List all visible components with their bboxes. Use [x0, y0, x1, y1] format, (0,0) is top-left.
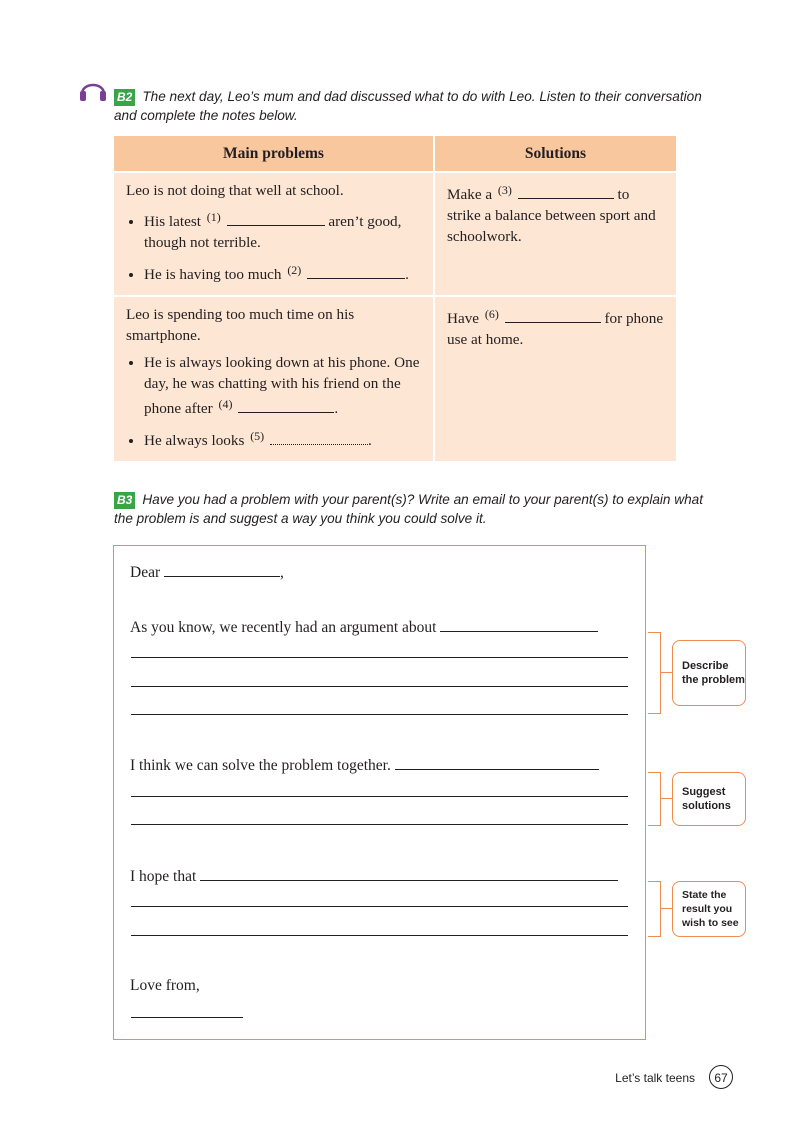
- b3-badge: B3: [114, 492, 135, 509]
- bracket-suggest: [648, 772, 661, 826]
- signature-line[interactable]: [131, 1017, 243, 1018]
- list-item: • He always looks $^{(5)}$ .: [144, 426, 421, 451]
- argument-line: As you know, we recently had an argument about: [130, 617, 598, 637]
- page-number: 67: [709, 1065, 733, 1089]
- blank-5[interactable]: [270, 430, 368, 445]
- signoff: Love from,: [130, 977, 200, 994]
- list-item: • He is having too much $^{(2)}$ .: [144, 260, 421, 285]
- writing-line[interactable]: [131, 824, 628, 825]
- writing-line[interactable]: [131, 906, 628, 907]
- bracket-connector: [661, 672, 672, 673]
- bracket-connector: [661, 908, 672, 909]
- writing-blank[interactable]: [395, 755, 599, 770]
- problem-cell-school: Leo is not doing that well at school. • His latest $^{(1)}$ aren’t good, though not terrible. • He is having too much $^{(2)}$ .: [114, 172, 434, 296]
- footer-title: Let’s talk teens: [615, 1071, 695, 1085]
- solve-line: I think we can solve the problem together.: [130, 755, 599, 775]
- list-item: • His latest $^{(1)}$ aren’t good, though not terrible.: [144, 207, 421, 253]
- writing-line[interactable]: [131, 935, 628, 936]
- blank-3[interactable]: [518, 184, 614, 199]
- writing-line[interactable]: [131, 714, 628, 715]
- writing-line[interactable]: [131, 686, 628, 687]
- note-suggest-solutions: Suggest solutions: [672, 772, 746, 826]
- table-row: [114, 296, 676, 461]
- writing-line[interactable]: [131, 796, 628, 797]
- solution-cell-school: Make a $^{(3)}$ to strike a balance between sport and schoolwork.: [434, 172, 676, 296]
- bracket-describe: [648, 632, 661, 714]
- email-writing-box: [113, 545, 646, 1040]
- solution-cell-smartphone: Have $^{(6)}$ for phone use at home.: [434, 296, 676, 461]
- writing-blank[interactable]: [200, 866, 618, 881]
- greeting-blank[interactable]: [164, 562, 280, 577]
- hope-line: I hope that: [130, 866, 618, 886]
- b2-instruction: B2 The next day, Leo’s mum and dad discussed what to do with Leo. Listen to their conversation and complete the notes below.: [114, 89, 702, 123]
- greeting-line: Dear ,: [130, 564, 284, 581]
- bracket-connector: [661, 798, 672, 799]
- blank-1[interactable]: [227, 211, 325, 226]
- problem-cell-smartphone: Leo is spending too much time on his smartphone. • He is always looking down at his phone. One day, he was chatting with his friend on the phone after $^{(4)}$ . • He always looks $^{(5)}$ .: [114, 296, 434, 461]
- blank-2[interactable]: [307, 264, 405, 279]
- blank-4[interactable]: [238, 398, 334, 413]
- note-state-result: State the result you wish to see: [672, 881, 746, 937]
- b3-instruction: B3 Have you had a problem with your parent(s)? Write an email to your parent(s) to explain what the problem is and suggest a way you think you could solve it.: [114, 492, 703, 526]
- header-solutions: Solutions: [434, 136, 676, 172]
- note-describe-problem: Describe the problem: [672, 640, 746, 706]
- writing-blank[interactable]: [440, 617, 598, 632]
- header-main-problems: Main problems: [114, 136, 434, 172]
- blank-6[interactable]: [505, 308, 601, 323]
- table-row: [114, 172, 676, 296]
- notes-table: [114, 136, 676, 461]
- headphones-icon: [78, 76, 108, 104]
- b2-badge: B2: [114, 89, 135, 106]
- writing-line[interactable]: [131, 657, 628, 658]
- bracket-result: [648, 881, 661, 937]
- list-item: • He is always looking down at his phone. One day, he was chatting with his friend on the phone after $^{(4)}$ .: [144, 352, 421, 419]
